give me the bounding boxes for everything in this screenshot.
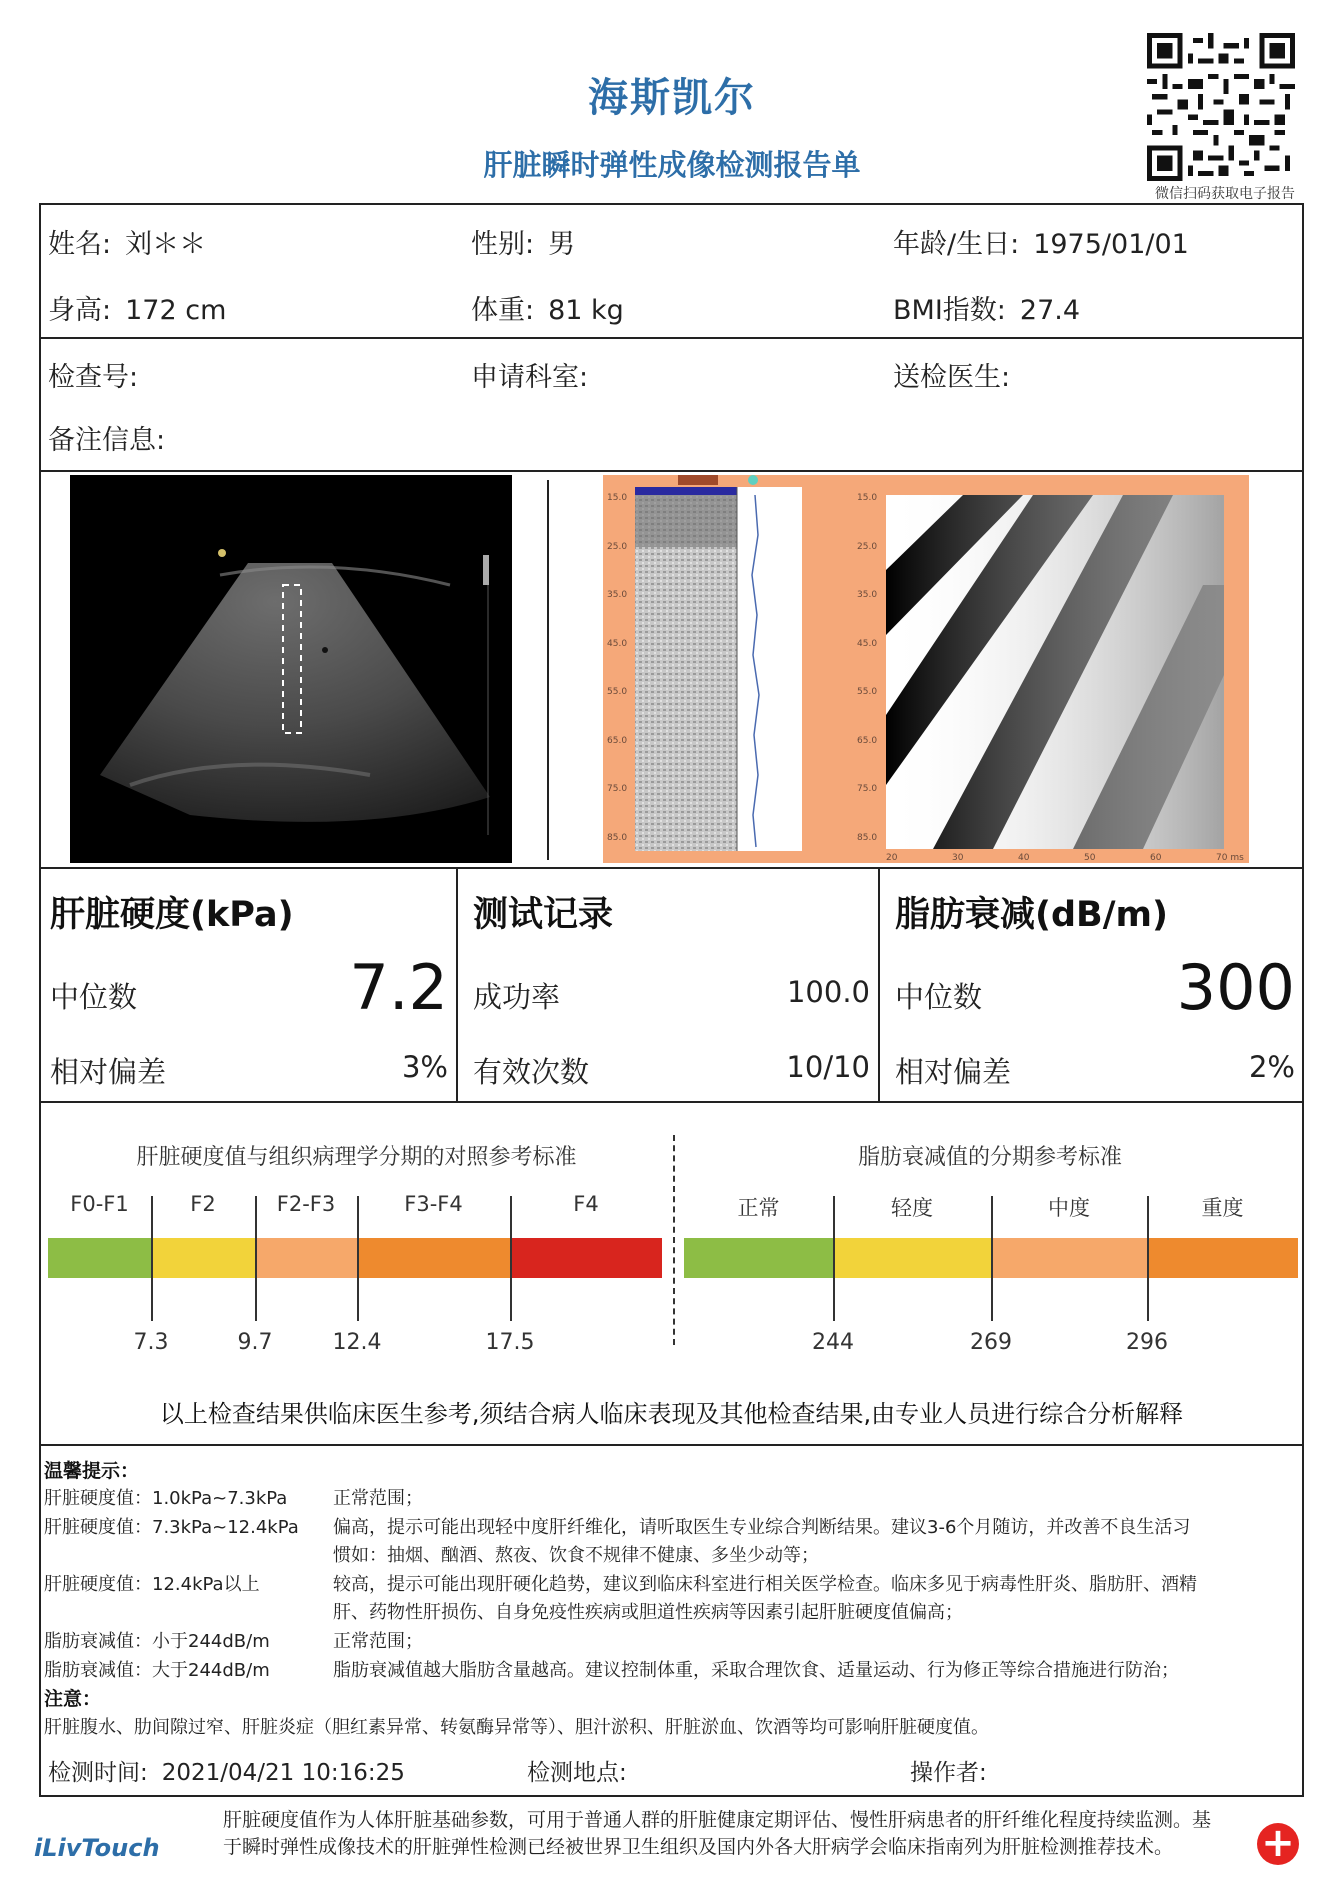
scale-separator [673, 1135, 675, 1345]
elasto-tick-label: 50 [1084, 853, 1096, 863]
scale-cutoff-tick [255, 1196, 257, 1321]
scale-cutoff-tick [1147, 1196, 1149, 1321]
patient-height-label: 身高: [48, 295, 112, 326]
record-title: 测试记录 [473, 895, 614, 935]
scale-segment [684, 1238, 833, 1278]
success-label: 成功率 [473, 980, 561, 1014]
scale-cutoff-value: 244 [812, 1330, 854, 1355]
scale-stage-label: F2-F3 [276, 1192, 336, 1216]
disclaimer: 以上检查结果供临床医生参考,须结合病人临床表现及其他检查结果,由专业人员进行综合分析解释 [159, 1400, 1184, 1428]
scale-cutoff-tick [833, 1196, 835, 1321]
elasto-tick-label: 20 [886, 853, 898, 863]
stiffness-median-value: 7.2 [349, 951, 448, 1024]
scale-cutoff-value: 17.5 [485, 1330, 535, 1355]
scale-segment [991, 1238, 1147, 1278]
divider [39, 470, 1304, 472]
divider [39, 867, 1304, 869]
patient-gender-label: 性别: [471, 229, 535, 260]
tip-value: 较高，提示可能出现肝硬化趋势，建议到临床科室进行相关医学检查。临床多见于病毒性肝炎、脂肪肝、酒精 [333, 1574, 1197, 1595]
scale-stage-label: 中度 [1048, 1196, 1090, 1220]
report-title: 肝脏瞬时弹性成像检测报告单 [483, 148, 861, 182]
tip-key: 肝脏硬度值：12.4kPa以上 [44, 1574, 260, 1595]
scale-segment [510, 1238, 662, 1278]
elasto-tick-label: 30 [952, 853, 964, 863]
qr-code[interactable] [1145, 33, 1297, 181]
scale-stage-label: 正常 [737, 1196, 780, 1220]
ultrasound-image [70, 475, 512, 863]
brand-name: 海斯凯尔 [588, 75, 756, 121]
tip-key: 肝脏硬度值：1.0kPa~7.3kPa [44, 1488, 288, 1509]
elasto-tick-label: 25.0 [857, 541, 878, 552]
operator-label: 操作者: [910, 1760, 987, 1786]
stiffness-iqr-label: 相对偏差 [50, 1055, 167, 1089]
patient-name-field [48, 222, 206, 261]
cap-title: 脂肪衰减(dB/m) [895, 895, 1168, 935]
scale-cutoff-value: 9.7 [237, 1330, 273, 1355]
elasto-tick-label: 85.0 [857, 832, 878, 843]
elasto-tick-label: 55.0 [857, 687, 878, 697]
patient-bmi-label: BMI指数: [893, 295, 1006, 326]
exam-time-value: 2021/04/21 10:16:25 [161, 1760, 405, 1786]
success-value: 100.0 [786, 975, 870, 1009]
elasto-tick-label: 75.0 [857, 784, 878, 794]
elasto-tick-label: 45.0 [607, 638, 628, 649]
divider [39, 1444, 1304, 1446]
doctor-label: 送检医生: [893, 362, 1011, 393]
elasto-tick-label: 45.0 [857, 638, 878, 649]
elasto-tick-label: 35.0 [857, 590, 878, 600]
plus-icon[interactable]: + [1257, 1823, 1299, 1865]
tip-key: 脂肪衰减值：大于244dB/m [44, 1660, 270, 1681]
divider [39, 337, 1304, 339]
tips-heading: 温馨提示： [44, 1460, 140, 1482]
valid-label: 有效次数 [473, 1055, 590, 1089]
exam-time-label: 检测时间: [48, 1760, 148, 1786]
exam-no-label: 检查号: [48, 362, 139, 393]
note-text: 肝脏腹水、肋间隙过窄、肝脏炎症（胆红素异常、转氨酶异常等）、胆汁淤积、肝脏淤血、饮酒等均可影响肝脏硬度值。 [44, 1717, 989, 1738]
divider [547, 480, 549, 860]
scale-segment [1147, 1238, 1298, 1278]
tip-value: 正常范围； [333, 1488, 423, 1509]
patient-gender-field [471, 222, 575, 261]
remark-label: 备注信息: [48, 425, 166, 456]
scale-cutoff-tick [151, 1196, 153, 1321]
scale-cutoff-tick [357, 1196, 359, 1321]
scale-stage-label: 重度 [1201, 1196, 1244, 1220]
elastography-image [603, 475, 1249, 863]
tip-value: 脂肪衰减值越大脂肪含量越高。建议控制体重，采取合理饮食、适量运动、行为修正等综合措施进行防治； [333, 1660, 1179, 1681]
scale-stage-label: F0-F1 [70, 1192, 129, 1216]
patient-birth-field [893, 222, 1189, 261]
patient-bmi-value: 27.4 [1019, 295, 1081, 326]
tip-value: 正常范围； [333, 1631, 423, 1652]
ilivtouch-logo: iLivTouch [34, 1834, 160, 1862]
patient-name-label: 姓名: [48, 229, 112, 260]
tip-key: 脂肪衰减值：小于244dB/m [44, 1631, 270, 1652]
qr-caption: 微信扫码获取电子报告 [1155, 186, 1295, 202]
scale-segment [255, 1238, 357, 1278]
divider [878, 867, 880, 1101]
note-heading: 注意： [44, 1688, 102, 1710]
elasto-tick-label: 70 ms [1216, 853, 1244, 863]
scale-cutoff-tick [991, 1196, 993, 1321]
exam-place-label: 检测地点: [527, 1760, 627, 1786]
elasto-tick-label: 60 [1150, 853, 1162, 863]
patient-gender-value: 男 [548, 229, 576, 260]
elasto-tick-label: 15.0 [857, 493, 878, 503]
scale-segment [833, 1238, 991, 1278]
cap-median-value: 300 [1176, 951, 1295, 1024]
elasto-tick-label: 65.0 [607, 735, 628, 746]
scale-cutoff-value: 296 [1126, 1330, 1168, 1355]
fibrosis-scale-title: 肝脏硬度值与组织病理学分期的对照参考标准 [136, 1145, 577, 1170]
tip-value-cont: 惯如：抽烟、酗酒、熬夜、饮食不规律不健康、多坐少动等； [333, 1545, 819, 1566]
elasto-tick-label: 55.0 [607, 687, 628, 697]
elasto-tick-label: 75.0 [607, 784, 628, 794]
exam-time-field [48, 1754, 405, 1787]
scale-stage-label: F3-F4 [404, 1192, 463, 1216]
patient-weight-field [471, 288, 624, 327]
scale-stage-label: F4 [573, 1192, 599, 1216]
elasto-tick-label: 85.0 [607, 832, 628, 843]
patient-weight-value: 81 kg [548, 295, 624, 326]
divider [39, 1101, 1304, 1103]
scale-segment [357, 1238, 510, 1278]
patient-height-value: 172 cm [125, 295, 227, 326]
tip-value-cont: 肝、药物性肝损伤、自身免疫性疾病或胆道性疾病等因素引起肝脏硬度值偏高； [333, 1602, 963, 1623]
elasto-tick-label: 65.0 [857, 735, 878, 746]
patient-birth-value: 1975/01/01 [1033, 229, 1189, 260]
scale-cutoff-value: 12.4 [332, 1330, 382, 1355]
patient-birth-label: 年龄/生日: [893, 229, 1020, 260]
scale-cutoff-tick [510, 1196, 512, 1321]
scale-segment [48, 1238, 151, 1278]
elastography-plot [603, 475, 1249, 863]
steatosis-scale-title: 脂肪衰减值的分期参考标准 [857, 1145, 1122, 1170]
patient-height-field [48, 288, 226, 327]
elasto-tick-label: 35.0 [607, 590, 628, 600]
tip-key: 肝脏硬度值：7.3kPa~12.4kPa [44, 1517, 299, 1538]
scale-stage-label: F2 [190, 1192, 216, 1216]
elasto-tick-label: 15.0 [607, 493, 628, 503]
cap-iqr-label: 相对偏差 [895, 1055, 1012, 1089]
cap-iqr-value: 2% [1248, 1050, 1295, 1084]
divider [456, 867, 458, 1101]
patient-weight-label: 体重: [471, 295, 535, 326]
dept-label: 申请科室: [471, 362, 589, 393]
patient-name-value: 刘＊＊ [125, 229, 207, 260]
patient-bmi-field [893, 288, 1080, 327]
stiffness-title: 肝脏硬度(kPa) [50, 895, 294, 935]
scale-stage-label: 轻度 [891, 1196, 933, 1220]
tip-value: 偏高，提示可能出现轻中度肝纤维化，请听取医生专业综合判断结果。建议3-6个月随访，并改善不良生活习 [333, 1517, 1191, 1538]
stiffness-iqr-value: 3% [401, 1050, 448, 1084]
stiffness-median-label: 中位数 [50, 980, 138, 1014]
scale-cutoff-value: 7.3 [133, 1330, 169, 1355]
cap-median-label: 中位数 [895, 980, 983, 1014]
elasto-tick-label: 40 [1018, 853, 1030, 863]
scale-cutoff-value: 269 [970, 1330, 1012, 1355]
scale-segment [151, 1238, 255, 1278]
valid-value: 10/10 [786, 1050, 870, 1084]
footer-description: 肝脏硬度值作为人体肝脏基础参数，可用于普通人群的肝脏健康定期评估、慢性肝病患者的肝纤维化程度持续监测。基于瞬时弹性成像技术的肝脏弹性检测已经被世界卫生组织及国内外各大肝病学会临床指南列为肝脏检测推荐技术。 [223, 1809, 1212, 1858]
elasto-tick-label: 25.0 [607, 541, 628, 552]
